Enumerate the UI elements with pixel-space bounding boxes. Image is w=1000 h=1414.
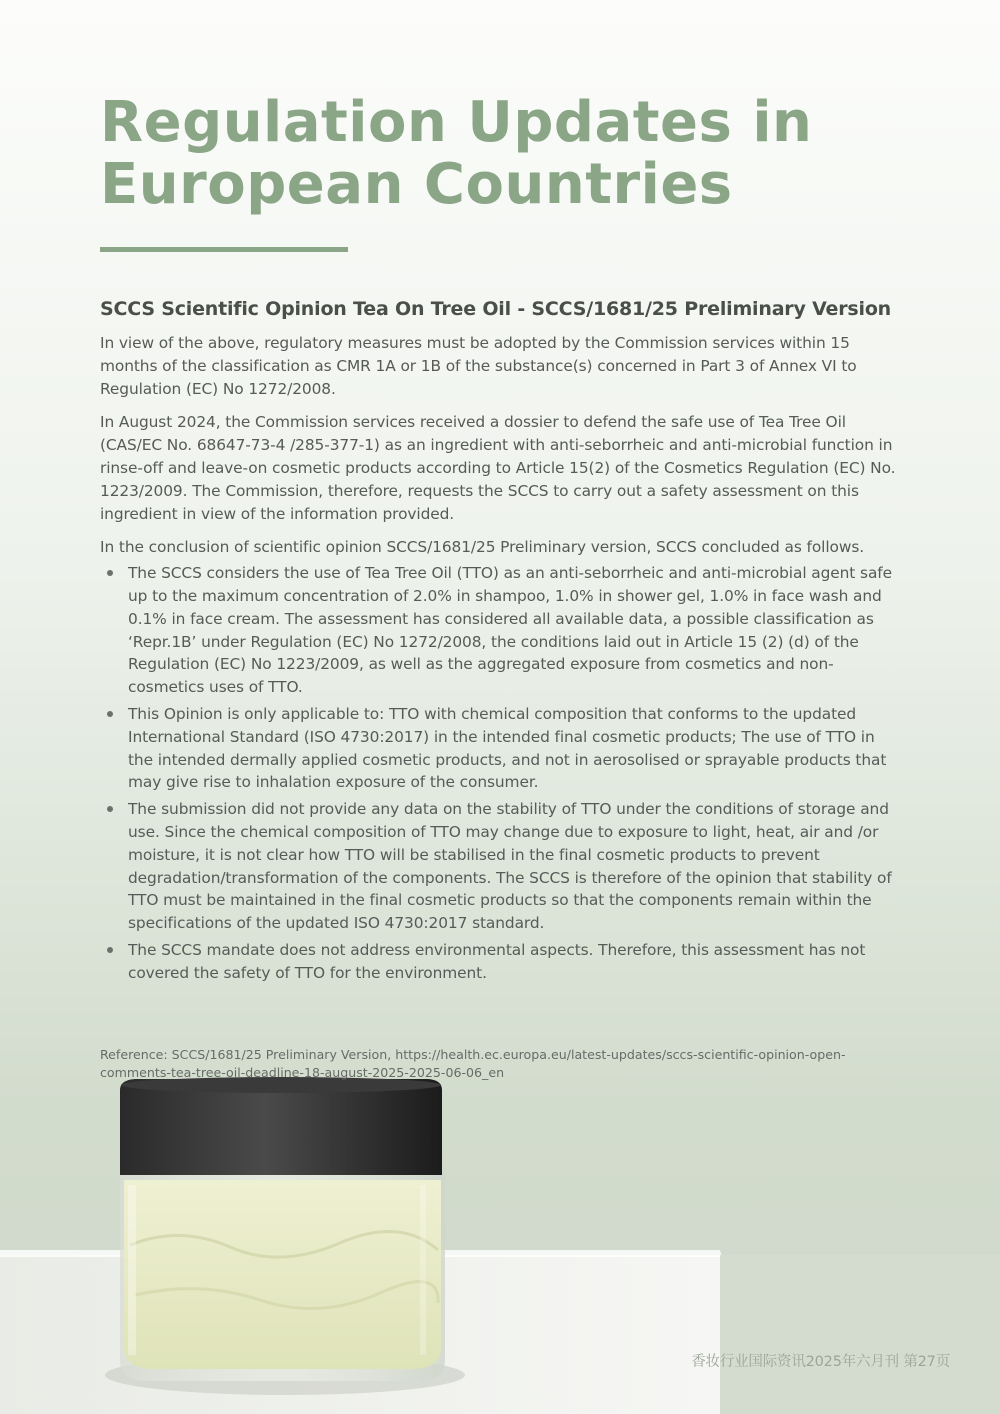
list-item [100, 703, 902, 794]
paragraph-3: In the conclusion of scientific opinion SCCS/1681/25 Preliminary version, SCCS concluded as follows. [100, 538, 865, 557]
page-title [100, 92, 920, 216]
list-item-text: The SCCS mandate does not address environmental aspects. Therefore, this assessment has not covered the safety of TTO for the environment. [128, 940, 866, 982]
section-heading: SCCS Scientific Opinion Tea On Tree Oil - SCCS/1681/25 Preliminary Version [100, 298, 892, 320]
list-item [100, 562, 902, 699]
reference-note [100, 1046, 900, 1082]
bullet-icon [107, 806, 113, 812]
title-line-2: European Countries [100, 152, 733, 217]
bullet-icon [107, 947, 113, 953]
title-underline [100, 247, 348, 252]
conclusion-list [100, 562, 902, 984]
reference-line-2: comments-tea-tree-oil-deadline-18-august-2025-2025-06-06_en [100, 1065, 505, 1080]
list-item-text: The submission did not provide any data on the stability of TTO under the conditions of storage and use. Since the chemical composition of TTO may change due to exposure to light, heat, air and /or moisture, it is not clear how TTO will be stabilised in the final cosmetic products to prevent degradation/transformation of the components. The SCCS is therefore of the opinion that stability of TTO must be maintained in the final cosmetic products so that the components remain within the specifications of the updated ISO 4730:2017 standard. [128, 800, 892, 933]
reference-line-1: Reference: SCCS/1681/25 Preliminary Version, https://health.ec.europa.eu/latest-updates/sccs-scientific-opinion-open- [100, 1047, 846, 1062]
list-item [100, 939, 902, 985]
bullet-icon [107, 711, 113, 717]
page-footer: 香妆行业国际资讯2025年六月刊 第27页 [691, 1354, 950, 1370]
list-item-text: The SCCS considers the use of Tea Tree Oil (TTO) as an anti-seborrheic and anti-microbial agent safe up to the maximum concentration of 2.0% in shampoo, 1.0% in shower gel, 1.0% in face wash and 0.1% in face cream. The assessment has considered all available data, a possible classification as ‘Repr.1B’ under Regulation (EC) No 1272/2008, the conditions laid out in Article 15 (2) (d) of the Regulation (EC) No 1223/2009, as well as the aggregated exposure from cosmetics and non-cosmetics uses of TTO. [128, 564, 892, 697]
paragraph-2: In August 2024, the Commission services received a dossier to defend the safe use of Tea Tree Oil (CAS/EC No. 68647-73-4 /285-377-1) as an ingredient with anti-seborrheic and anti-microbial function in rinse-off and leave-on cosmetic products according to Article 15(2) of the Cosmetics Regulation (EC) No. 1223/2009. The Commission, therefore, requests the SCCS to carry out a safety assessment on this ingredient in view of the information provided. [100, 413, 896, 523]
title-line-1: Regulation Updates in [100, 90, 813, 155]
list-item [100, 798, 902, 935]
list-item-text: This Opinion is only applicable to: TTO with chemical composition that conforms to the updated International Standard (ISO 4730:2017) in the intended final cosmetic products; The use of TTO in the intended dermally applied cosmetic products, and not in aerosolised or sprayable products that may give rise to inhalation exposure of the consumer. [128, 704, 887, 792]
paragraph-1: In view of the above, regulatory measures must be adopted by the Commission services within 15 months of the classification as CMR 1A or 1B of the substance(s) concerned in Part 3 of Annex VI to Regulation (EC) No 1272/2008. [100, 334, 857, 398]
bullet-icon [107, 570, 113, 576]
article-body [100, 332, 902, 989]
